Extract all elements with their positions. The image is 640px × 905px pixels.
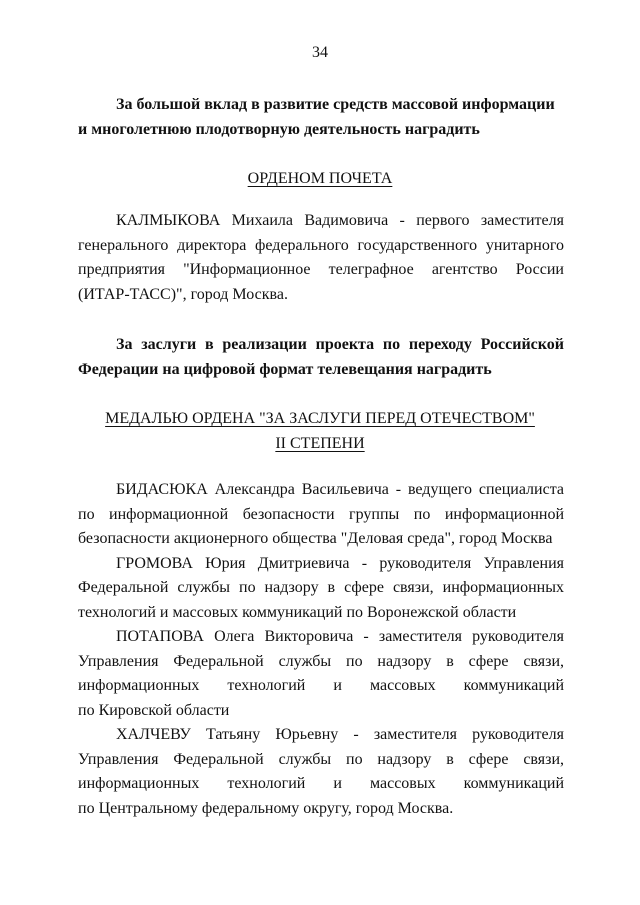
award-title-order [0, 166, 640, 191]
award-line: ОРДЕНОМ ПОЧЕТА [247, 170, 393, 187]
section-2-heading [78, 333, 564, 382]
entry-line: КАЛМЫКОВА Михаила Вадимовича - первого заместителя [116, 212, 564, 229]
entry-line: информационных технологий и массовых коммуникаций [78, 677, 564, 694]
entry-line: информационных технологий и массовых коммуникаций [78, 775, 564, 792]
award-entry [78, 478, 564, 552]
award-line: II СТЕПЕНИ [275, 435, 365, 452]
page-number: 34 [312, 44, 328, 61]
heading-line: и многолетнюю плодотворную деятельность наградить [78, 120, 480, 138]
entry-line: ГРОМОВА Юрия Дмитриевича - руководителя Управления [116, 554, 564, 572]
award-entry [78, 552, 564, 626]
heading-line: Федерации на цифровой формат телевещания наградить [78, 360, 492, 378]
award-entry [78, 209, 564, 307]
entry-line: по информационной безопасности группы по информационной [78, 505, 564, 523]
entry-line: по Кировской области [78, 701, 230, 719]
section-1-heading [78, 93, 564, 142]
heading-line: За заслуги в реализации проекта по переходу Российской [116, 336, 564, 353]
award-entries-list [78, 478, 564, 821]
entry-line: ПОТАПОВА Олега Викторовича - заместителя руководителя [116, 628, 564, 645]
entry-line: Управления Федеральной службы по надзору в сфере связи, [78, 750, 564, 768]
entry-line: БИДАСЮКА Александра Васильевича - ведущего специалиста [116, 481, 564, 498]
heading-line: За большой вклад в развитие средств массовой информации [116, 96, 555, 113]
entry-line: ХАЛЧЕВУ Татьяну Юрьевну - заместителя руководителя [116, 726, 564, 743]
entry-line: предприятия "Информационное телеграфное агентство России [78, 261, 564, 278]
entry-line: Управления Федеральной службы по надзору в сфере связи, [78, 652, 564, 670]
award-entry [78, 723, 564, 821]
entry-line: по Центральному федеральному округу, город Москва. [78, 799, 454, 817]
entry-line: безопасности акционерного общества "Деловая среда", город Москва [78, 530, 553, 547]
award-line: МЕДАЛЬЮ ОРДЕНА "ЗА ЗАСЛУГИ ПЕРЕД ОТЕЧЕСТВОМ" [105, 410, 535, 427]
entry-line: (ИТАР-ТАСС)", город Москва. [78, 285, 288, 303]
entry-line: Федеральной службы по надзору в сфере связи, информационных [78, 579, 564, 596]
entry-line: технологий и массовых коммуникаций по Воронежской области [78, 603, 517, 621]
award-title-medal [0, 406, 640, 456]
award-entry [78, 625, 564, 723]
entry-line: генерального директора федерального государственного унитарного [78, 236, 564, 254]
